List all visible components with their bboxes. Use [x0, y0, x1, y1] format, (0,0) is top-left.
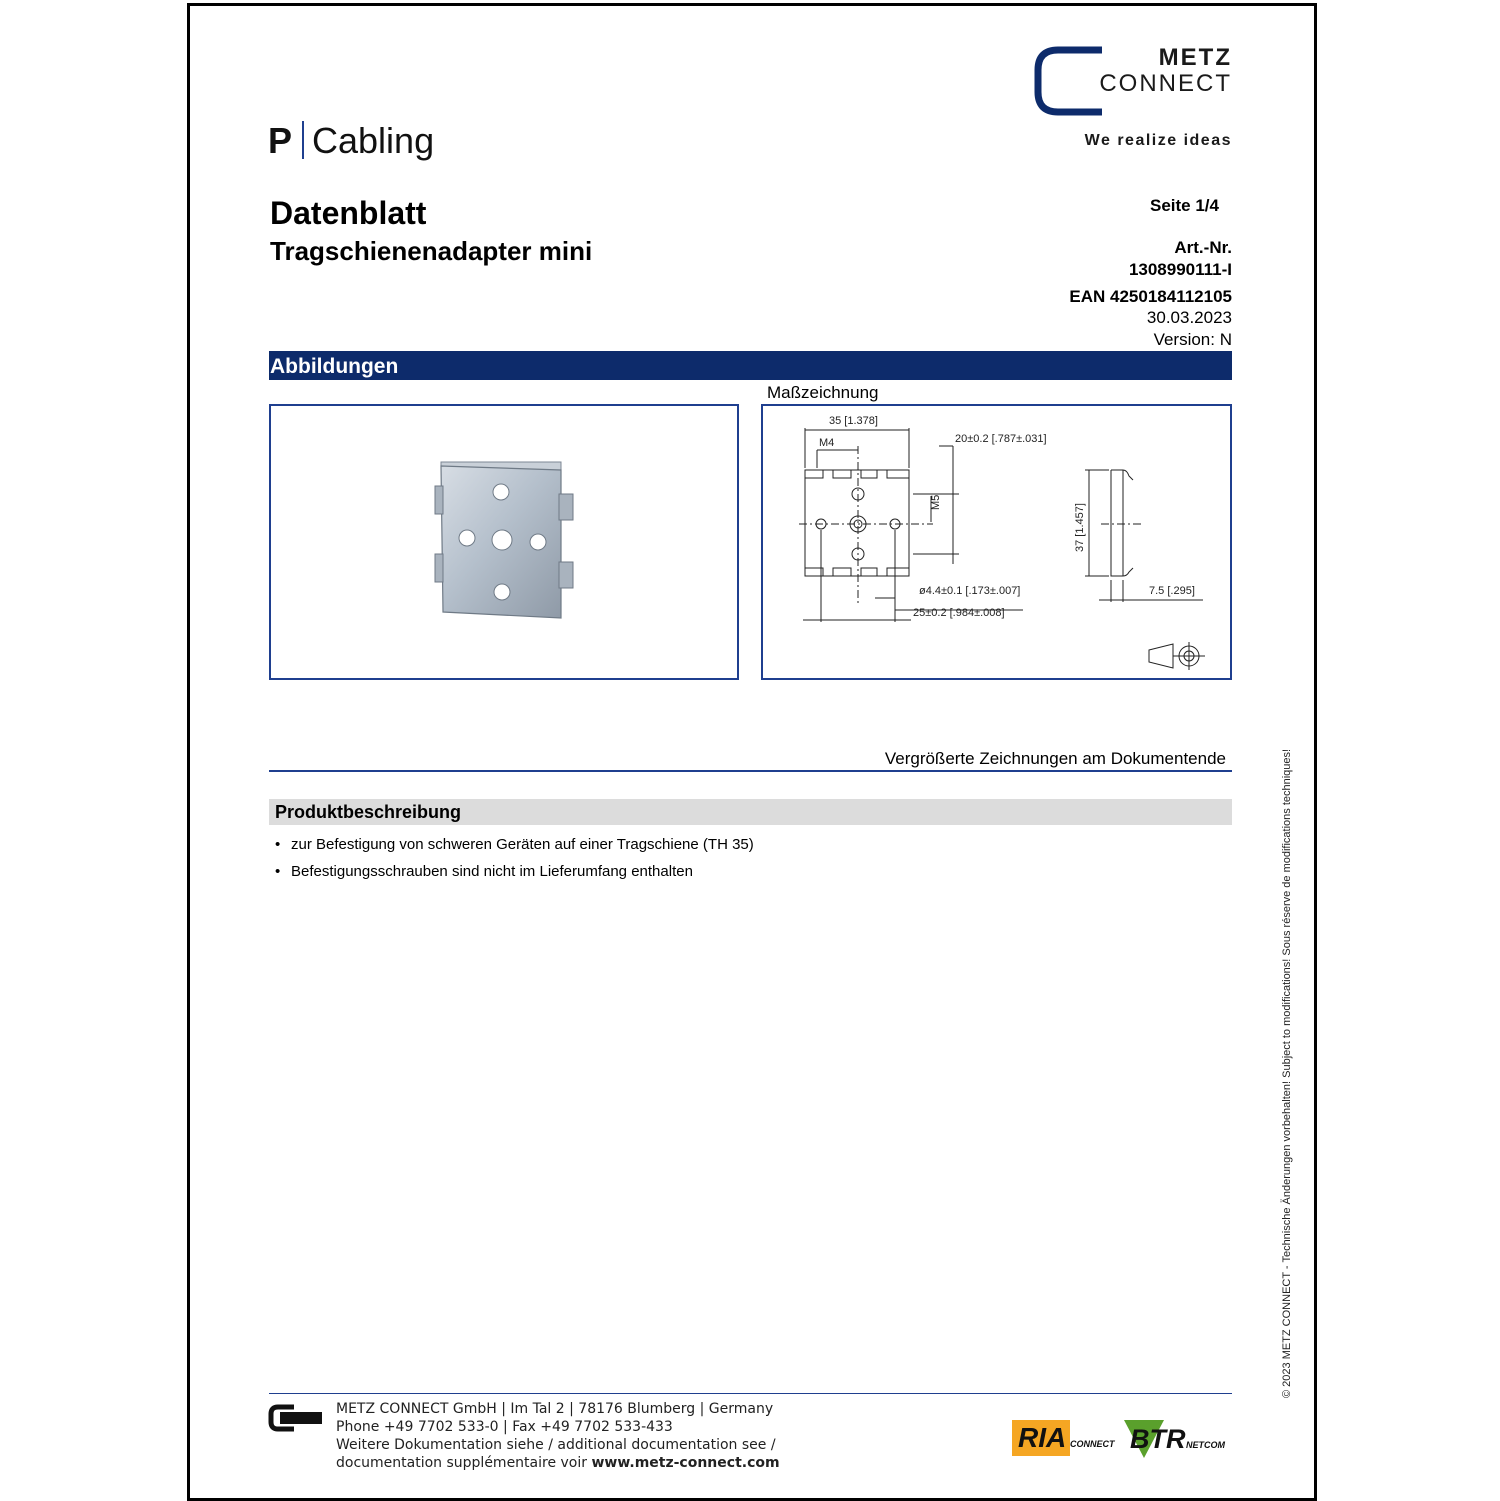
- list-item: • zur Befestigung von schweren Geräten auf einer Tragschiene (TH 35): [275, 836, 754, 853]
- art-nr-label: Art.-Nr.: [1174, 238, 1232, 257]
- dimension-drawing: [763, 406, 1230, 678]
- btr-logo-text: BTR: [1130, 1424, 1186, 1454]
- product-photo-panel: [269, 404, 739, 680]
- division-divider: [302, 121, 304, 159]
- dim-20-label: 20±0.2 [.787±.031]: [955, 433, 1047, 445]
- footer-address: METZ CONNECT GmbH | Im Tal 2 | 78176 Blumberg | Germany Phone +49 7702 533-0 | Fax +49 7702 533-433 Weitere Dokumentation siehe / additional documentation see / documentation supplémentaire voir www.metz-connect.com: [336, 1401, 780, 1471]
- section-header-abbildungen: Abbildungen: [269, 351, 1232, 380]
- page-number: Seite 1/4: [1150, 196, 1219, 215]
- document-version: Version: N: [1153, 330, 1232, 349]
- document-date: 30.03.2023: [1146, 308, 1232, 327]
- footer-logo-icon: [268, 1404, 324, 1432]
- list-item: • Befestigungsschrauben sind nicht im Lieferumfang enthalten: [275, 863, 693, 880]
- enlarged-drawings-note: Vergrößerte Zeichnungen am Dokumentende: [884, 749, 1226, 768]
- website-link[interactable]: www.metz-connect.com: [591, 1455, 780, 1471]
- ean-value: EAN 4250184112105: [1069, 287, 1232, 306]
- dim-width-label: 35 [1.378]: [829, 415, 878, 427]
- division-letter: P: [268, 120, 293, 161]
- document-title: Datenblatt: [270, 195, 427, 231]
- dim-depth-label: 7.5 [.295]: [1149, 585, 1195, 597]
- section-header-produktbeschreibung: Produktbeschreibung: [269, 799, 1232, 825]
- division-name: Cabling: [312, 120, 435, 161]
- btr-logo-sub: NETCOM: [1186, 1440, 1225, 1450]
- product-photo-image: [271, 406, 737, 678]
- dim-25-label: 25±0.2 [.984±.008]: [913, 607, 1005, 619]
- document-subtitle: Tragschienenadapter mini: [270, 236, 593, 266]
- ria-logo-text: RIA: [1018, 1422, 1067, 1453]
- footer-divider: [269, 1393, 1232, 1394]
- brand-name-metz: METZ: [1158, 44, 1232, 71]
- brand-tagline: We realize ideas: [1084, 132, 1232, 149]
- drawing-caption: Maßzeichnung: [767, 383, 879, 402]
- dim-hole-label: ø4.4±0.1 [.173±.007]: [919, 585, 1021, 597]
- art-nr-value: 1308990111-I: [1128, 260, 1232, 279]
- dimension-drawing-panel: [761, 404, 1232, 680]
- division-heading: [268, 120, 434, 162]
- dim-m5-label: M5: [930, 494, 942, 510]
- divider-line: [269, 770, 1232, 772]
- ria-logo-sub: CONNECT: [1070, 1439, 1115, 1449]
- btr-netcom-logo: [1124, 1418, 1234, 1462]
- dim-height-label: 37 [1.457]: [1074, 503, 1086, 552]
- brand-name-connect: CONNECT: [1099, 70, 1232, 97]
- ria-connect-logo: [1012, 1420, 1124, 1458]
- dim-m4-label: M4: [819, 437, 835, 449]
- copyright-notice: © 2023 METZ CONNECT - Technische Änderungen vorbehalten! Subject to modifications! Sous réserve de modifications techniques!: [1281, 748, 1293, 1398]
- description-list: [275, 835, 754, 889]
